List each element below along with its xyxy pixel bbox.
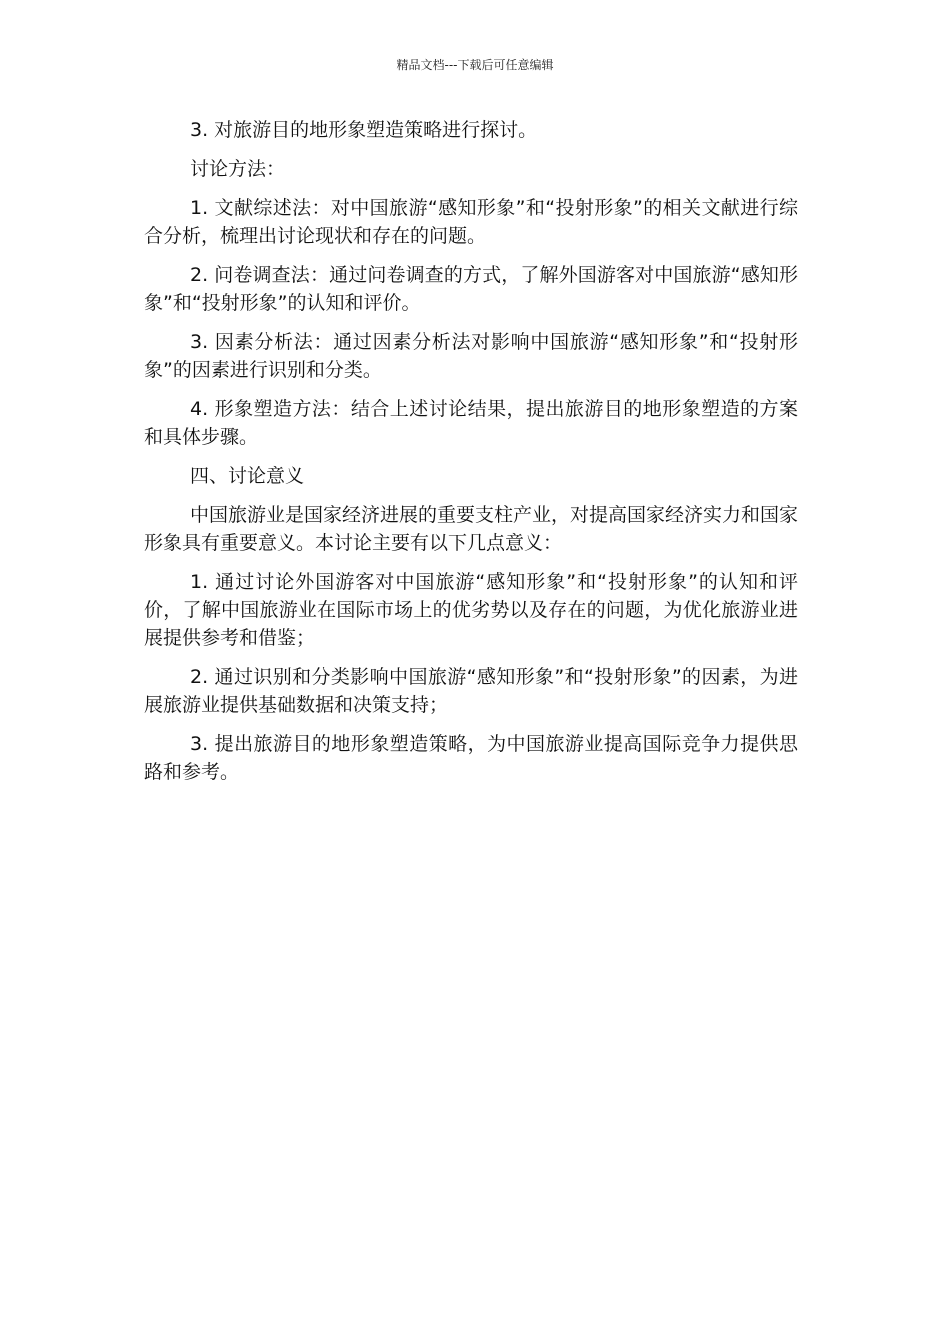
paragraph-method-literature: 1. 文献综述法：对中国旅游“感知形象”和“投射形象”的相关文献进行综合分析，梳理出讨论现状和存在的问题。 <box>144 197 798 247</box>
paragraph-method-factor-analysis: 3. 因素分析法：通过因素分析法对影响中国旅游“感知形象”和“投射形象”的因素进行识别和分类。 <box>144 331 798 381</box>
paragraph-method-image-shaping: 4. 形象塑造方法：结合上述讨论结果，提出旅游目的地形象塑造的方案和具体步骤。 <box>144 398 798 448</box>
paragraph-significance-1: 1. 通过讨论外国游客对中国旅游“感知形象”和“投射形象”的认知和评价，了解中国旅游业在国际市场上的优劣势以及存在的问题，为优化旅游业进展提供参考和借鉴； <box>144 571 798 649</box>
paragraph-methods-heading: 讨论方法： <box>190 158 286 180</box>
paragraph-significance-2: 2. 通过识别和分类影响中国旅游“感知形象”和“投射形象”的因素，为进展旅游业提供基础数据和决策支持； <box>144 666 798 716</box>
paragraph-significance-3: 3. 提出旅游目的地形象塑造策略，为中国旅游业提高国际竞争力提供思路和参考。 <box>144 733 798 783</box>
paragraph-significance-intro: 中国旅游业是国家经济进展的重要支柱产业，对提高国家经济实力和国家形象具有重要意义。本讨论主要有以下几点意义： <box>144 504 799 554</box>
document-body <box>144 116 798 797</box>
paragraph-significance-heading: 四、讨论意义 <box>190 465 305 487</box>
paragraph-method-questionnaire: 2. 问卷调查法：通过问卷调查的方式，了解外国游客对中国旅游“感知形象”和“投射形象”的认知和评价。 <box>144 264 798 314</box>
page-header: 精品文档---下载后可任意编辑 <box>396 58 554 72</box>
paragraph-research-goal-3: 3. 对旅游目的地形象塑造策略进行探讨。 <box>190 119 538 141</box>
